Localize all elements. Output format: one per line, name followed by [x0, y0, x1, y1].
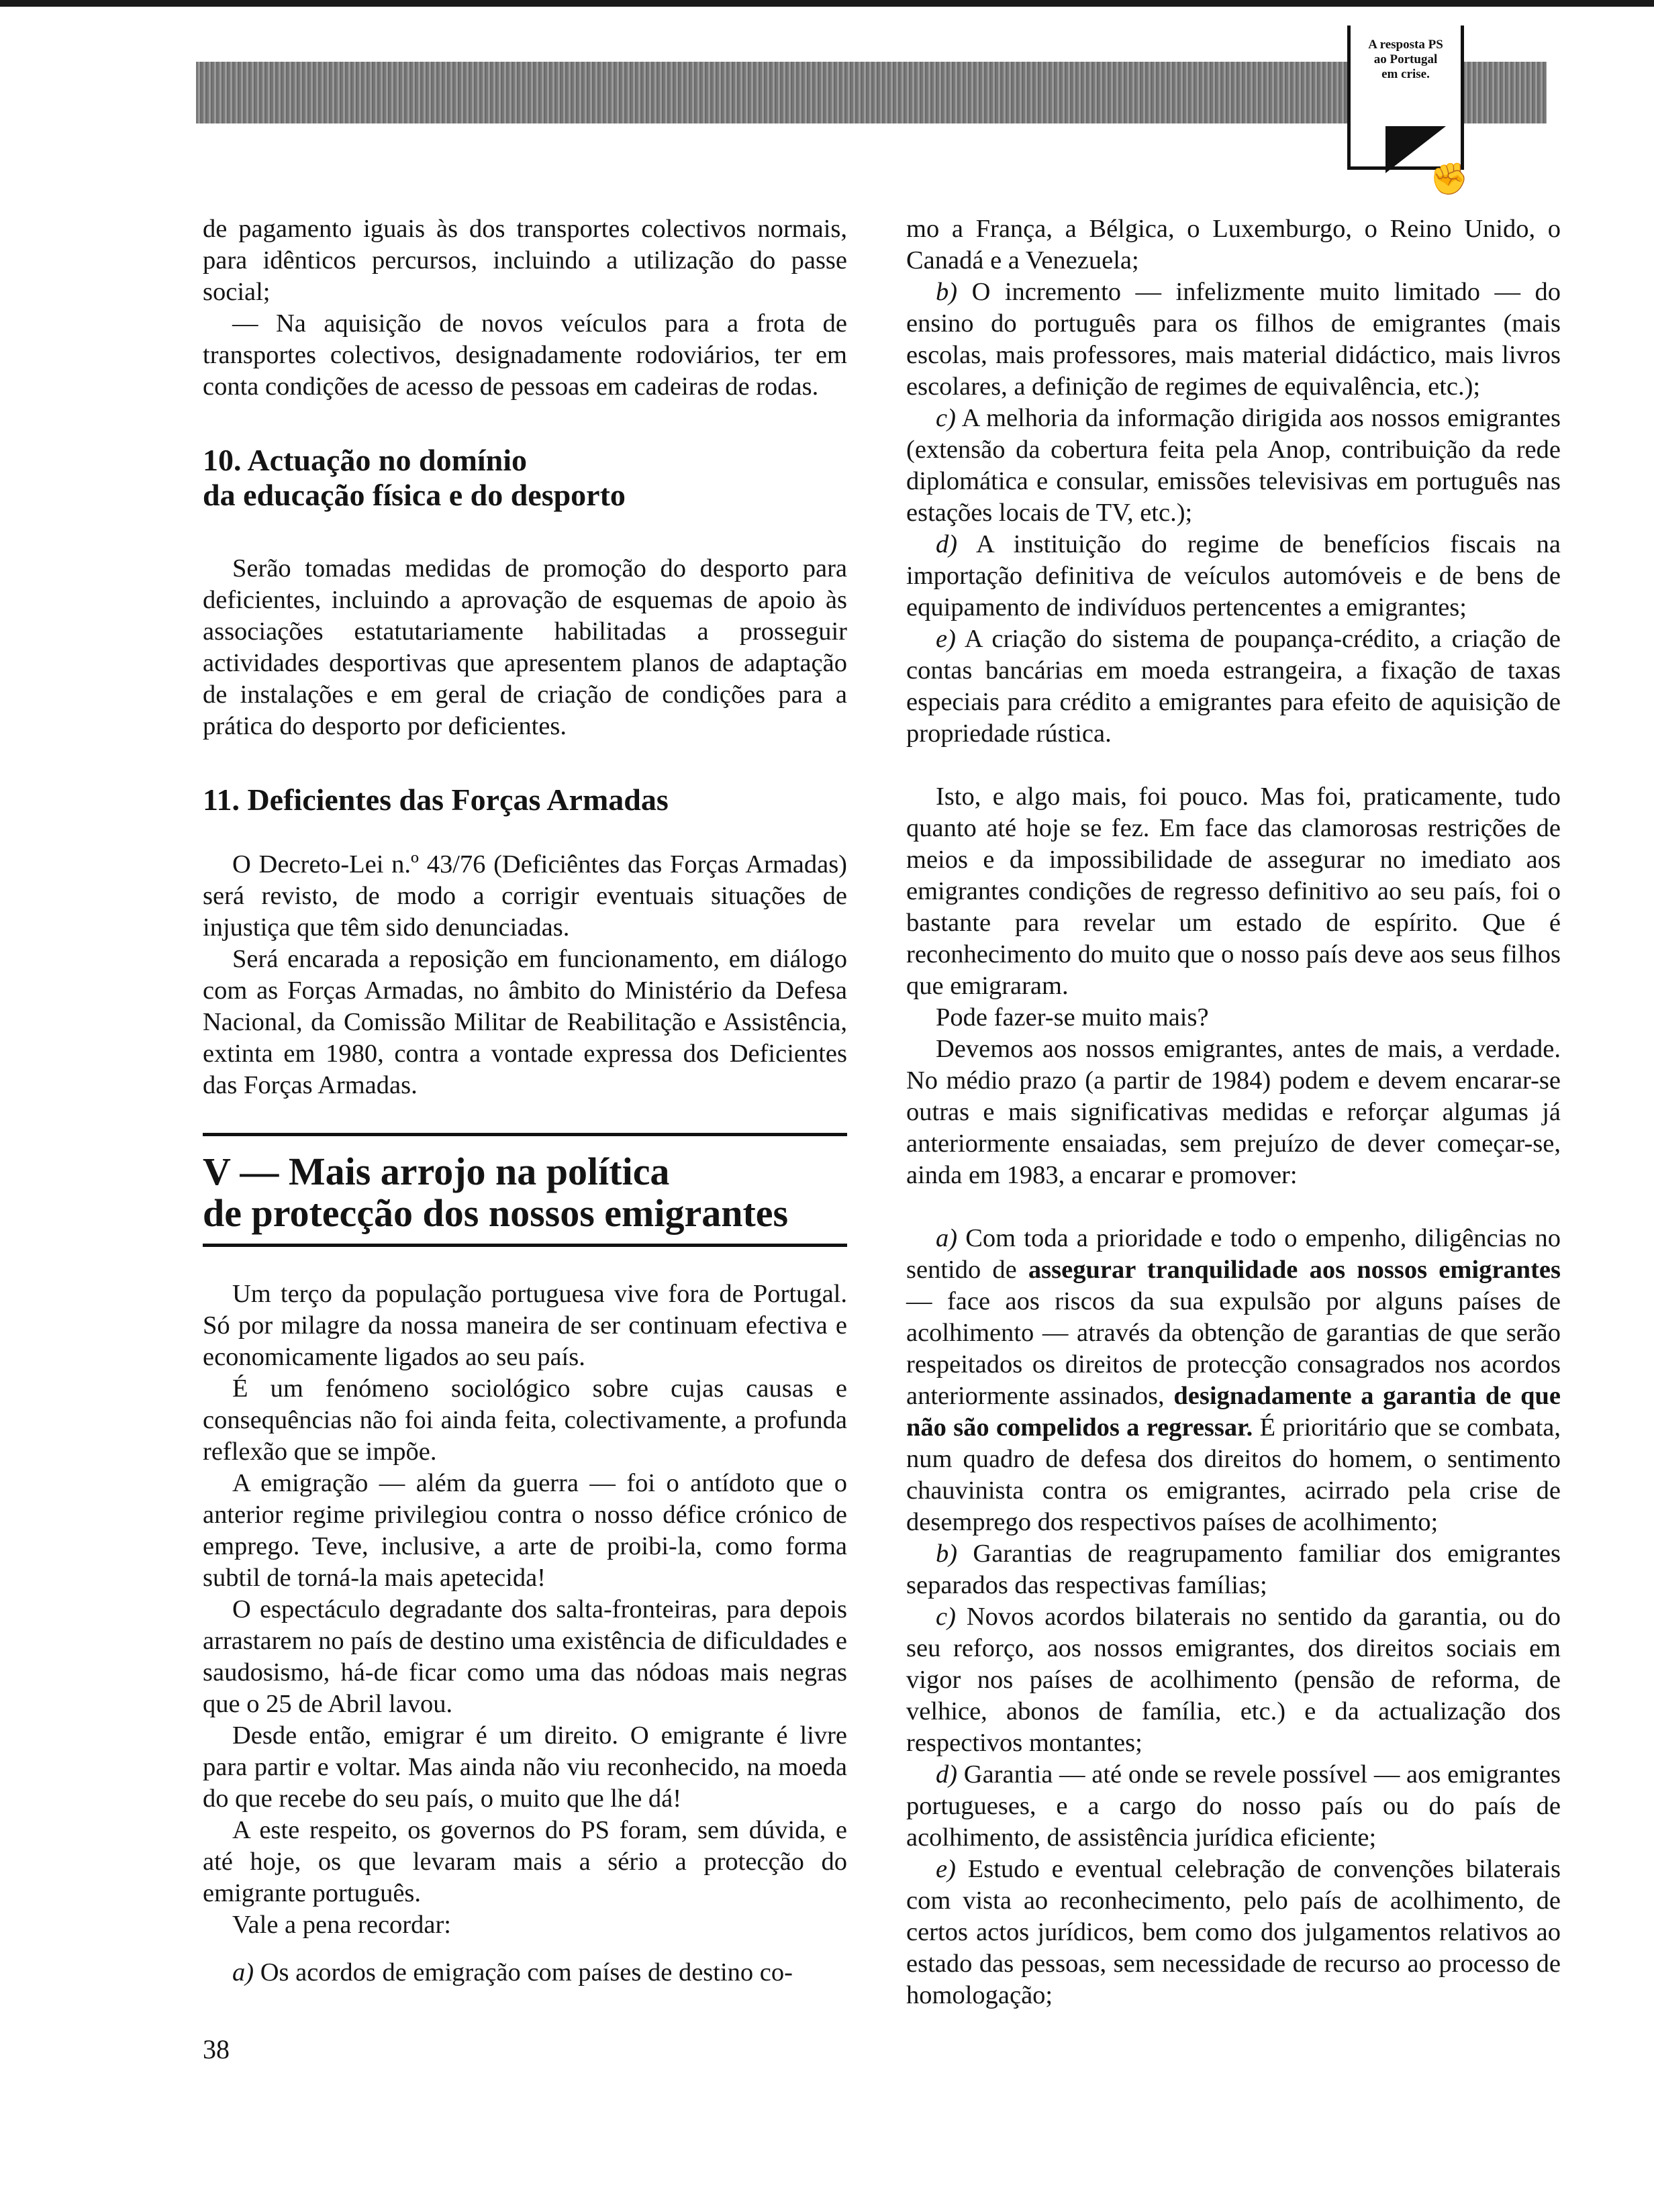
- list-item: [906, 1854, 1561, 2011]
- paragraph: Será encarada a reposição em funcionamento, em diálogo com as Forças Armadas, no âmbito do Ministério da Defesa Nacional, da Comissão Militar de Reabilitação e Assistência, extinta em 1980, contra a vontade expressa dos Deficientes das Forças Armadas.: [203, 945, 847, 1099]
- list-item: [906, 213, 1561, 276]
- paragraph: A emigração — além da guerra — foi o antídoto que o anterior regime privilegiou contra o nosso défice crónico de emprego. Teve, inclusive, a arte de proibi-la, como forma subtil de torná-la mais apetecida!: [203, 1469, 847, 1592]
- item-text: O incremento — infelizmente muito limitado — do ensino do português para os filhos de emigrantes (mais escolas, mais professores, mais material didáctico, mais livros escolares, a definição de regimes de equivalência, etc.);: [906, 278, 1561, 401]
- item-letter: d): [936, 530, 958, 558]
- list-item: [906, 1759, 1561, 1854]
- badge-line: em crise.: [1381, 67, 1430, 81]
- list-item: [906, 529, 1561, 623]
- list-item: [906, 1538, 1561, 1601]
- item-text: A instituição do regime de benefícios fiscais na importação definitiva de veículos automóveis e de bens de equipamento de indivíduos pertencentes a emigrantes;: [906, 530, 1561, 621]
- publication-badge: [1351, 26, 1464, 170]
- item-letter: a): [936, 1224, 958, 1252]
- item-text: Estudo e eventual celebração de convenções bilaterais com vista ao reconhecimento, pelo país de acolhimento, de certos actos jurídicos, bem como dos julgamentos relativos ao estado das pessoas, sem necessidade de recurso ao processo de homologação;: [906, 1855, 1561, 2009]
- item-letter: e): [936, 1855, 956, 1883]
- paragraph: Desde então, emigrar é um direito. O emigrante é livre para partir e voltar. Mas ainda não viu reconhecido, na moeda do que recebe do seu país, o muito que lhe dá!: [203, 1721, 847, 1813]
- paragraph: Vale a pena recordar:: [232, 1911, 451, 1939]
- item-text: Garantias de reagrupamento familiar dos emigrantes separados das respectivas famílias;: [906, 1540, 1561, 1599]
- paragraph: Pode fazer-se muito mais?: [936, 1003, 1209, 1032]
- item-text: Novos acordos bilaterais no sentido da garantia, ou do seu reforço, aos nossos emigrantes, dos direitos sociais em vigor nos países de acolhimento (pensão de reforma, de velhice, abonos de família, etc.) e da actualização dos respectivos montantes;: [906, 1603, 1561, 1757]
- right-column: [906, 213, 1561, 2011]
- item-emphasis: assegurar tranquilidade aos nossos emigrantes: [1028, 1256, 1561, 1284]
- item-text: A melhoria da informação dirigida aos nossos emigrantes (extensão da cobertura feita pela Anop, contribuição da rede diplomática e consular, emissões televisivas em português nas estações locais de TV, etc.);: [906, 404, 1561, 527]
- list-item: [906, 276, 1561, 403]
- heading-line: 10. Actuação no domínio: [203, 443, 528, 477]
- badge-text: [1351, 38, 1461, 82]
- badge-line: ao Portugal: [1373, 52, 1438, 66]
- paragraph: É um fenómeno sociológico sobre cujas causas e consequências não foi ainda feita, colectivamente, a profunda reflexão que se impõe.: [203, 1374, 847, 1466]
- paragraph: A este respeito, os governos do PS foram, sem dúvida, e até hoje, os que levaram mais a sério a protecção do emigrante português.: [203, 1816, 847, 1907]
- item-text: Os acordos de emigração com países de destino co-: [254, 1958, 793, 1987]
- item-letter: b): [936, 1540, 958, 1568]
- item-letter: e): [936, 625, 956, 653]
- section-v-title: [203, 1151, 847, 1234]
- paragraph: O espectáculo degradante dos salta-fronteiras, para depois arrastarem no país de destino uma existência de dificuldades e saudosismo, há-de ficar como uma das nódoas mais negras que o 25 de Abril lavou.: [203, 1595, 847, 1718]
- section-heading-11: 11. Deficientes das Forças Armadas: [203, 783, 669, 817]
- list-item: [203, 1957, 847, 1989]
- item-letter: c): [936, 404, 956, 432]
- item-letter: c): [936, 1603, 956, 1631]
- left-column: [203, 213, 847, 1989]
- item-text: É prioritário que se combata, num quadro de defesa dos direitos do homem, o sentimento chauvinista contra os emigrantes, acirrado pela crise de desemprego dos respectivos países de acolhimento;: [906, 1413, 1561, 1536]
- badge-line: A resposta PS: [1368, 38, 1443, 52]
- list-item: [906, 623, 1561, 750]
- paragraph: Serão tomadas medidas de promoção do desporto para deficientes, incluindo a aprovação de esquemas de apoio às associações estatutariamente habilitadas a prosseguir actividades desportivas que apresentem planos de adaptação de instalações e em geral de criação de condições para a prática do desporto por deficientes.: [203, 554, 847, 740]
- top-rule: [0, 0, 1654, 7]
- item-letter: a): [232, 1958, 254, 1987]
- list-item: [906, 1601, 1561, 1759]
- paragraph: O Decreto-Lei n.º 43/76 (Deficiêntes das Forças Armadas) será revisto, de modo a corrigir eventuais situações de injustiça que têm sido denunciadas.: [203, 850, 847, 942]
- paragraph: Devemos aos nossos emigrantes, antes de mais, a verdade. No médio prazo (a partir de 1984) podem e devem encarar-se outras e mais significativas medidas e reforçar algumas já anteriormente ensaiadas, sem prejuízo de dever começar-se, ainda em 1983, a encarar e promover:: [906, 1035, 1561, 1189]
- item-text: — face aos riscos da sua expulsão por alguns países de acolhimento — através da obtenção de garantias de que serão respeitados os direitos de protecção consagrados nos acordos anteriormente assinados,: [906, 1287, 1561, 1410]
- fist-rose-icon: ✊: [1430, 162, 1469, 196]
- item-letter: d): [936, 1760, 958, 1789]
- heading-line: da educação física e do desporto: [203, 478, 626, 512]
- item-letter: b): [936, 278, 958, 306]
- item-emphasis: designadamente a garantia de que não são compelidos a regressar.: [906, 1382, 1561, 1442]
- header-band: [196, 62, 1547, 123]
- paragraph: — Na aquisição de novos veículos para a frota de transportes colectivos, designadamente rodoviários, ter em conta condições de acesso de pessoas em cadeiras de rodas.: [203, 309, 847, 401]
- title-line: V — Mais arrojo na política: [203, 1150, 670, 1193]
- item-text: mo a França, a Bélgica, o Luxemburgo, o Reino Unido, o Canadá e a Venezuela;: [906, 215, 1561, 274]
- title-line: de protecção dos nossos emigrantes: [203, 1191, 789, 1235]
- section-v-title-block: [203, 1133, 847, 1247]
- page-number: 38: [203, 2034, 230, 2064]
- list-item: [906, 1223, 1561, 1538]
- list-item: [906, 403, 1561, 529]
- item-text: A criação do sistema de poupança-crédito, a criação de contas bancárias em moeda estrangeira, a fixação de taxas especiais para crédito a emigrantes para efeito de aquisição de propriedade rústica.: [906, 625, 1561, 748]
- paragraph: Isto, e algo mais, foi pouco. Mas foi, praticamente, tudo quanto até hoje se fez. Em face das clamorosas restrições de meios e da impossibilidade de assegurar no imediato aos emigrantes condições de regresso definitivo ao seu país, foi o bastante para revelar um estado de espírito. Que é reconhecimento do muito que o nosso país deve aos seus filhos que emigraram.: [906, 783, 1561, 1000]
- item-text: Garantia — até onde se revele possível — aos emigrantes portugueses, e a cargo do nosso país ou do país de acolhimento, de assistência jurídica eficiente;: [906, 1760, 1561, 1852]
- section-heading-10: [203, 443, 847, 513]
- paragraph: de pagamento iguais às dos transportes colectivos normais, para idênticos percursos, incluindo a utilização do passe social;: [203, 215, 847, 306]
- paragraph: Um terço da população portuguesa vive fora de Portugal. Só por milagre da nossa maneira de ser continuam efectiva e economicamente ligados ao seu país.: [203, 1280, 847, 1371]
- item-text: Com toda a prioridade e todo o empenho, diligências no sentido de: [906, 1224, 1561, 1284]
